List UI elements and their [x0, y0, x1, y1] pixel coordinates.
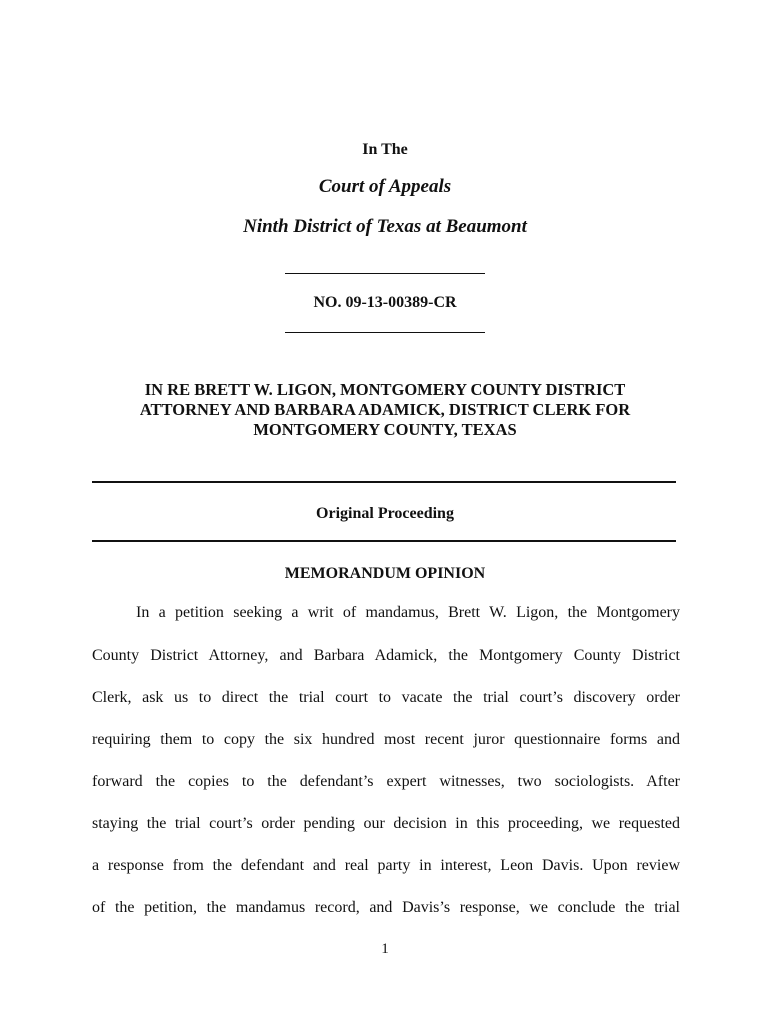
opinion-body-line: staying the trial court’s order pending our decision in this proceeding, we requested [92, 815, 680, 832]
opinion-body-line: Clerk, ask us to direct the trial court to vacate the trial court’s discovery order [92, 689, 680, 706]
style-of-case-line: ATTORNEY AND BARBARA ADAMICK, DISTRICT CLERK FOR [139, 400, 631, 419]
court-name: Court of Appeals [318, 176, 452, 197]
style-of-case-line: IN RE BRETT W. LIGON, MONTGOMERY COUNTY DISTRICT [144, 380, 626, 399]
divider-above-case-number [285, 273, 485, 274]
opinion-title: MEMORANDUM OPINION [284, 565, 486, 582]
divider-above-proceeding [92, 481, 676, 483]
style-of-case [92, 380, 678, 440]
opinion-body-line: County District Attorney, and Barbara Adamick, the Montgomery County District [92, 647, 680, 664]
opinion-body-line: requiring them to copy the six hundred most recent juror questionnaire forms and [92, 731, 680, 748]
divider-below-proceeding [92, 540, 676, 542]
proceeding-type: Original Proceeding [316, 505, 454, 522]
divider-below-case-number [285, 332, 485, 333]
page-number: 1 [381, 941, 389, 957]
opinion-body-line: of the petition, the mandamus record, and Davis’s response, we conclude the trial [92, 899, 680, 916]
style-of-case-line: MONTGOMERY COUNTY, TEXAS [253, 420, 517, 439]
court-district: Ninth District of Texas at Beaumont [243, 216, 527, 237]
opinion-body-line: In a petition seeking a writ of mandamus, Brett W. Ligon, the Montgomery [136, 604, 680, 621]
court-heading-in-the: In The [362, 141, 408, 158]
opinion-body-line: forward the copies to the defendant’s expert witnesses, two sociologists. After [92, 773, 680, 790]
opinion-body-line: a response from the defendant and real party in interest, Leon Davis. Upon review [92, 857, 680, 874]
case-number: NO. 09-13-00389-CR [313, 294, 457, 311]
